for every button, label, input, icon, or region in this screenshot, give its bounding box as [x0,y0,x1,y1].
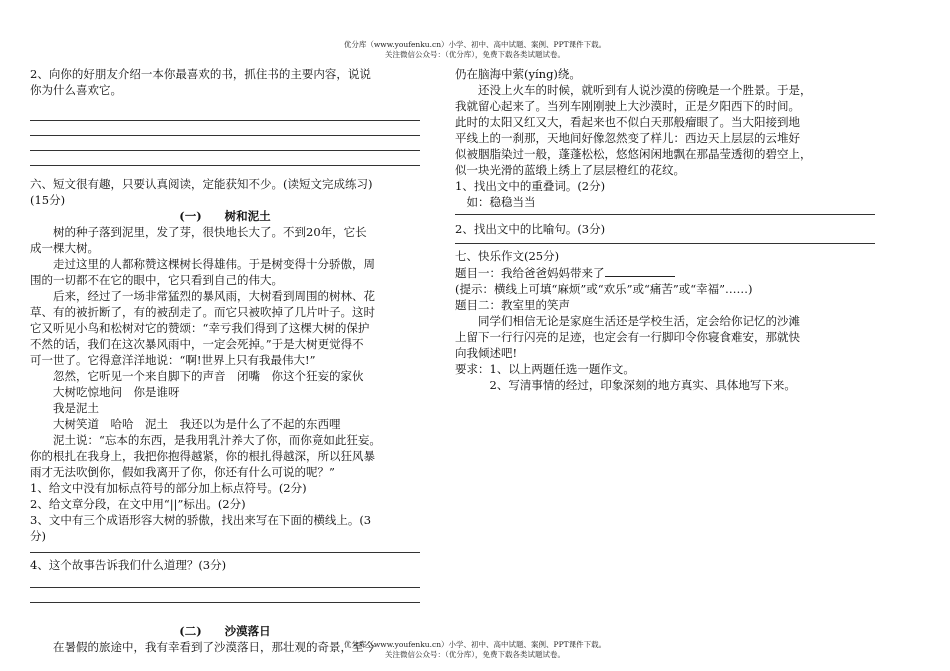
passage-1 [30,224,420,480]
passage-1-line: 忽然，它听见一个来自脚下的声音 闭嘴 你这个狂妄的家伙 [30,369,364,383]
essay-hint: (提示：横线上可填“麻烦”或“欢乐”或“痛苦”或“幸福”……) [455,282,753,296]
passage-2-line: 似被胭脂染过一般，蓬蓬松松，悠悠闲闲地飘在那晶莹透彻的碧空上， [455,147,812,161]
passage-1-line: 成一棵大树。 [30,241,99,255]
header-line-2: 关注微信公众号：（优分库），免费下载各类试题试卷。 [385,50,565,59]
question-4: 4、这个故事告诉我们什么道理？(3分) [30,558,227,572]
passage-2-start: 在暑假的旅途中，我有幸看到了沙漠落日，那壮观的奇景，至今 [30,640,375,654]
passage-2-question-1: 1、找出文中的重叠词。(2分) [455,179,606,193]
passage-1-line: 雨才无法吹倒你，假如我离开了你，你还有什么可说的呢？” [30,465,335,479]
passage-2-line: 此时的太阳又红又大，看起来也不似白天那般瘤眼了。当大阳接到地 [455,115,800,129]
essay-instruction-line: 向我倾述吧! [455,346,518,360]
passage-1-line: 后来，经过了一场非常猛烈的暴风雨，大树看到周围的树林、花 [30,289,375,303]
page-footer [0,640,950,660]
essay-instruction-line: 同学们相信无论是家庭生活还是学校生活，定会给你记忆的沙滩 [455,314,800,328]
question-1-example: 如：稳稳当当 [455,195,536,209]
page-header [0,40,950,60]
section-7-heading: 七、快乐作文(25分) [455,249,560,263]
q2-prompt-line2: 你为什么喜欢它。 [30,83,122,97]
passage-1-line: 你的根扎在我身上，我把你抱得越紧，你的根扎得越深，所以狂风暴 [30,449,375,463]
passage-2-line: 平线上的一刹那，天地间好像忽然变了样儿：西边天上层层的云堆好 [455,131,800,145]
passage-2-line: 仍在脑海中萦(yíng)绕。 [455,67,581,81]
passage-1-line: 围的一切都不在它的眼中，它只看到自己的伟大。 [30,273,283,287]
passage-1-line: 大树笑道 哈哈 泥土 我还以为是什么了不起的东西哩 [30,417,341,431]
passage-1-line: 我是泥土 [30,401,99,415]
answer-line[interactable] [30,573,420,588]
answer-line[interactable] [30,151,420,166]
footer-line-1: 优分库（www.youfenku.cn）小学、初中、高中试题、案例、PPT课件下载。 [343,640,607,649]
requirement-2: 2、写清事情的经过，印象深刻的地方真实、具体地写下来。 [455,378,796,392]
passage-1-line: 可一世了。它得意洋洋地说：“啊!世界上只有我最伟大!” [30,353,316,367]
q2-prompt-line1: 2、向你的好朋友介绍一本你最喜欢的书，抓住书的主要内容，说说 [30,67,371,81]
answer-line[interactable] [30,106,420,121]
essay-topic-1-text: 题目一：我给爸爸妈妈带来了 [455,266,605,280]
passage-2-continued [455,66,875,178]
answer-line[interactable] [30,588,420,603]
answer-line[interactable] [30,544,420,553]
topic-blank[interactable] [605,264,675,277]
section-6-score: (15分) [30,193,66,207]
essay-topic-2: 题目二：教室里的笑声 [455,298,570,312]
passage-1-title: (一) 树和泥土 [179,209,271,223]
section-6-heading: 六、短文很有趣，只要认真阅读，定能获知不少。(读短文完成练习) [30,177,373,191]
answer-line[interactable] [455,210,875,215]
passage-1-line: 草、有的被折断了，有的被刮走了。而它只被吹掉了几片叶子。这时 [30,305,375,319]
question-3-line1: 3、文中有三个成语形容大树的骄傲，找出来写在下面的横线上。(3 [30,513,372,527]
essay-topic-1 [455,264,875,281]
passage-2-title: (二) 沙漠落日 [179,624,271,638]
right-column [455,66,875,393]
left-column [30,66,420,655]
question-2: 2、给文章分段，在文中用“||”标出。(2分) [30,497,246,511]
essay-instruction-line: 上留下一行行闪亮的足迹，也定会有一行脚印令你寝食难安，那就快 [455,330,800,344]
answer-line[interactable] [30,136,420,151]
answer-line[interactable] [30,121,420,136]
question-1: 1、给文中没有加标点符号的部分加上标点符号。(2分) [30,481,307,495]
answer-line[interactable] [455,237,875,244]
question-3-line2: 分) [30,529,46,543]
passage-1-line: 走过这里的人都称赞这棵树长得雄伟。于是树变得十分骄傲，周 [30,257,375,271]
footer-line-2: 关注微信公众号：（优分库），免费下载各类试题试卷。 [385,650,565,659]
requirement-1: 要求：1、以上两题任选一题作文。 [455,362,635,376]
passage-1-line: 大树吃惊地问 你是谁呀 [30,385,180,399]
passage-2-line: 我就留心起来了。当列车刚刚驶上大沙漠时，正是夕阳西下的时间。 [455,99,800,113]
passage-2-line: 还没上火车的时候，就听到有人说沙漠的傍晚是一个胜景。于是， [455,83,812,97]
passage-1-line: 不然的话，我们在这次暴风雨中，一定会死掉。”于是大树更觉得不 [30,337,364,351]
header-line-1: 优分库（www.youfenku.cn）小学、初中、高中试题、案例、PPT课件下载。 [343,40,607,49]
passage-2-question-2: 2、找出文中的比喻句。(3分) [455,222,606,236]
essay-instructions [455,313,875,361]
passage-1-line: 树的种子落到泥里，发了芽，很快地长大了。不到20年，它长 [30,225,367,239]
passage-2-line: 似一块光滑的蓝缎上绣上了层层橙红的花纹。 [455,163,685,177]
passage-1-line: 泥土说：“忘本的东西，是我用乳汁养大了你，而你竟如此狂妄。 [30,433,381,447]
passage-1-line: 它又听见小鸟和松树对它的赞颂：“幸亏我们得到了这棵大树的保护 [30,321,370,335]
